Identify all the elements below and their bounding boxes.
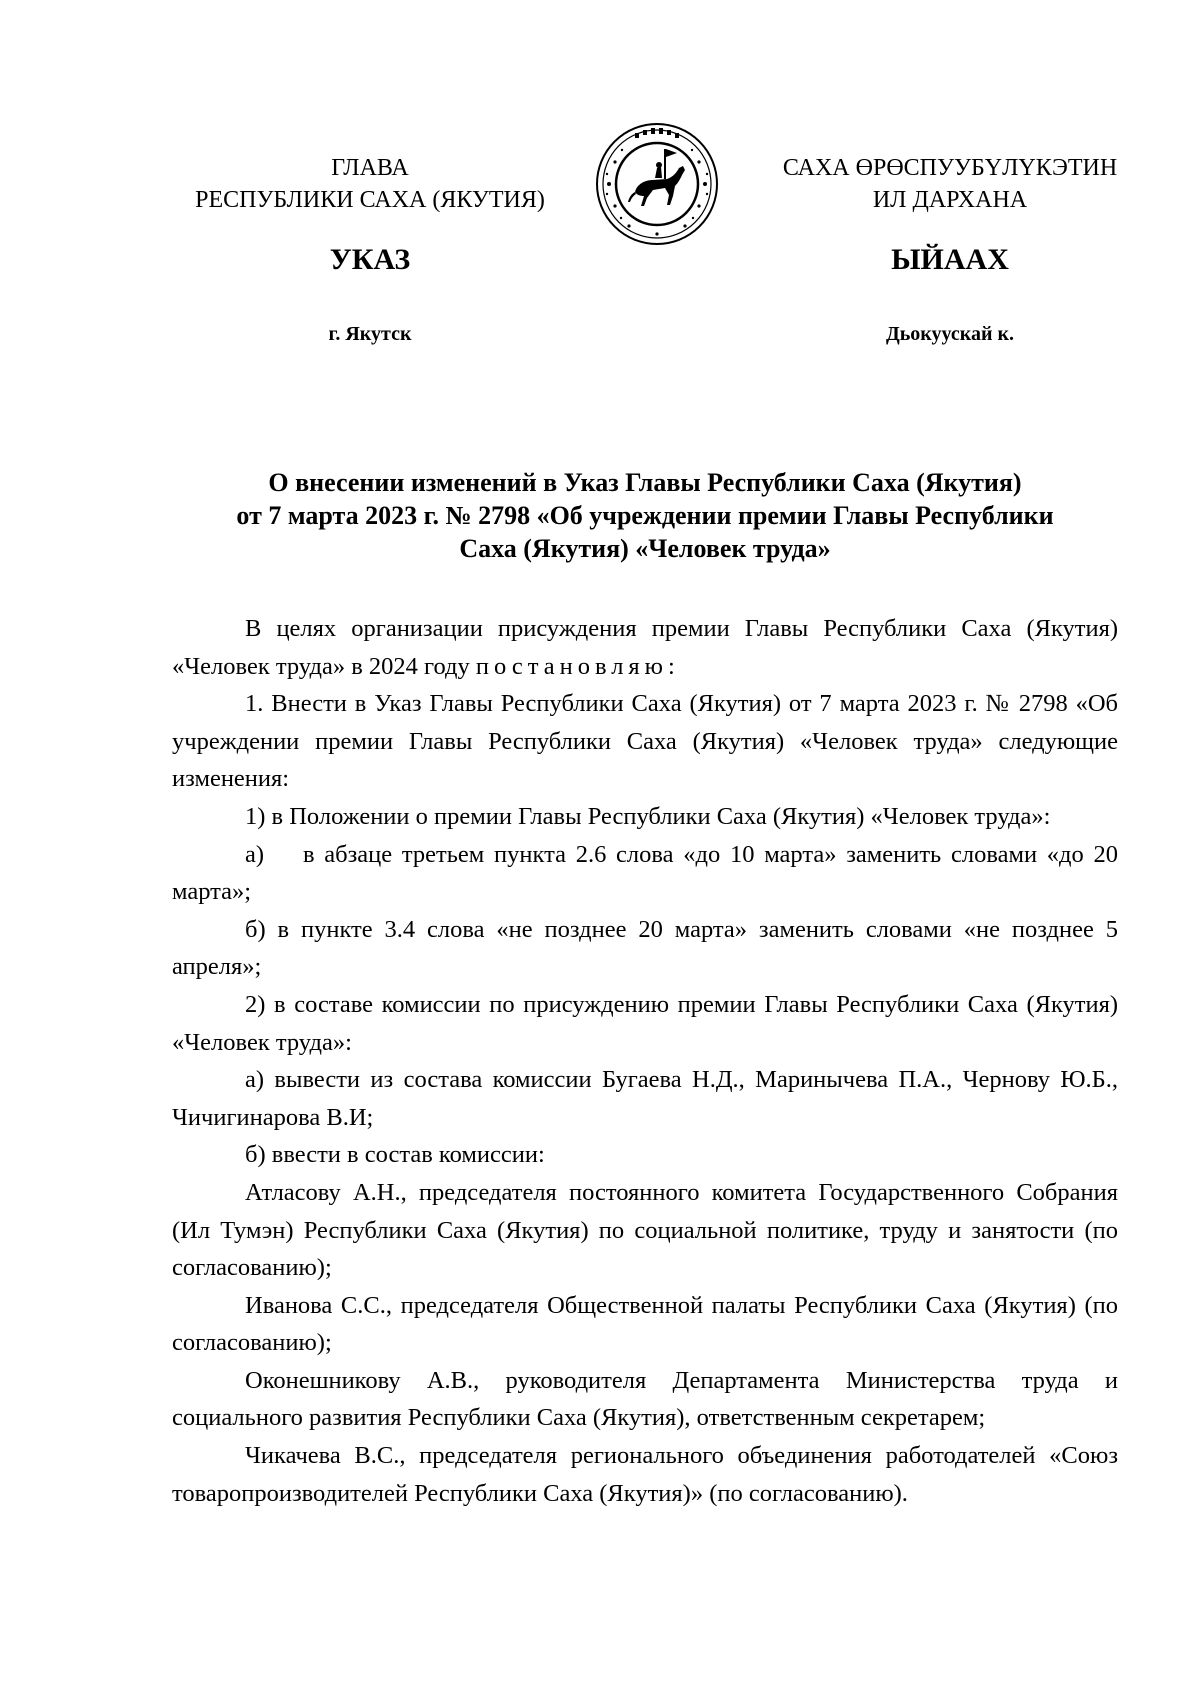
paragraph-member-chikachev: Чикачева В.С., председателя регионального объединения работодателей «Союз товаропроизводителей Республики Саха (Якутия)» (по согласованию).: [172, 1442, 1118, 1507]
paragraph-subitem-1b: б) в пункте 3.4 слова «не позднее 20 марта» заменить словами «не позднее 5 апреля»;: [172, 915, 1118, 981]
paragraph-item-1: 1. Внести в Указ Главы Республики Саха (Якутия) от 7 марта 2023 г. № 2798 «Об учреждении премии Главы Республики Саха (Якутия) «Человек труда» следующие изменения:: [172, 690, 1118, 793]
paragraph-preamble: [172, 610, 1118, 685]
paragraph-member-atlasova: Атласову А.Н., председателя постоянного комитета Государственного Собрания (Ил Тумэн) Республики Саха (Якутия) по социальной политике, труду и занятости (по согласованию);: [172, 1178, 1118, 1282]
document-body: [172, 610, 1125, 1512]
title-line3: Саха (Якутия) «Человек труда»: [459, 534, 831, 563]
header-left: [170, 152, 570, 216]
paragraph-member-ivanov: Иванова С.С., председателя Общественной палаты Республики Саха (Якутия) (по согласованию);: [172, 1291, 1118, 1357]
preamble-resolve-word: постановляю:: [475, 652, 680, 680]
title-line2: от 7 марта 2023 г. № 2798 «Об учреждении премии Главы Республики: [236, 501, 1054, 530]
coat-of-arms-emblem: [595, 122, 719, 246]
decree-title-ru: УКАЗ: [329, 243, 411, 276]
header-right-line1: САХА ӨРӨСПУУБҮЛҮКЭТИН: [782, 155, 1118, 181]
paragraph-member-okoneshnikova: Оконешникову А.В., руководителя Департамента Министерства труда и социального развития Республики Саха (Якутия), ответственным секретарем;: [172, 1366, 1118, 1432]
paragraph-subitem-2: 2) в составе комиссии по присуждению премии Главы Республики Саха (Якутия) «Человек труда»:: [172, 990, 1118, 1056]
header-left-line2: РЕСПУБЛИКИ САХА (ЯКУТИЯ): [195, 187, 545, 213]
header-right-line2: ИЛ ДАРХАНА: [872, 187, 1028, 213]
paragraph-subitem-1a: а) в абзаце третьем пункта 2.6 слова «до 10 марта» заменить словами «до 20 марта»;: [172, 840, 1125, 906]
preamble-text: В целях организации присуждения премии Главы Республики Саха (Якутия) «Человек труда» в 2024 году: [172, 615, 1118, 680]
header-right: [750, 152, 1150, 216]
paragraph-subitem-2a: а) вывести из состава комиссии Бугаева Н.Д., Маринычева П.А., Чернову Ю.Б., Чичигинарова В.И;: [172, 1066, 1118, 1131]
document-title: [170, 466, 1120, 565]
city-ru: г. Якутск: [328, 323, 412, 345]
paragraph-subitem-2b: б) ввести в состав комиссии:: [245, 1141, 545, 1169]
title-line1: О внесении изменений в Указ Главы Республики Саха (Якутия): [268, 468, 1022, 497]
paragraph-subitem-1: 1) в Положении о премии Главы Республики Саха (Якутия) «Человек труда»:: [245, 802, 1051, 830]
header-left-line1: ГЛАВА: [331, 155, 409, 181]
horse-rider-icon: [628, 149, 685, 206]
city-sakha: Дьокуускай к.: [885, 323, 1015, 345]
decree-title-sakha: ЫЙААХ: [891, 243, 1009, 276]
